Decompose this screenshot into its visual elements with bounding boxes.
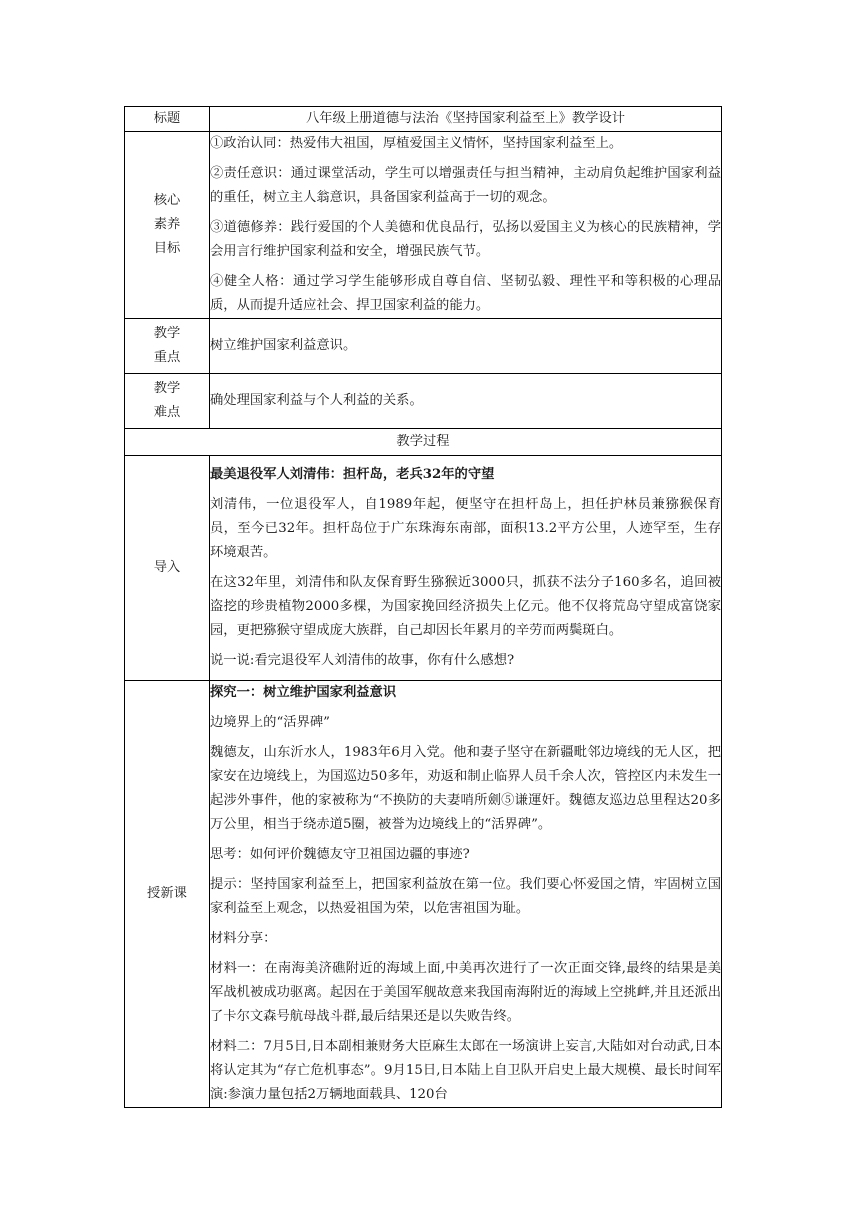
new-lesson-paragraph: 魏德友，山东沂水人，1983年6月入党。他和妻子坚守在新疆毗邻边境线的无人区，把家安在边境线上，为国巡边50多年，劝返和制止临界人员千余人次，管控区内未发生一起涉外事件，他的家被称为“不换防的夫妻哨所劍⑤谦運奸。魏德友巡边总里程达20多万公里，相当于绕赤道5圈，被誉为边境线上的“活界碑”。 xyxy=(210,745,721,832)
difficulty-value: 确处理国家利益与个人利益的关系。 xyxy=(210,374,722,429)
key-label-line: 重点 xyxy=(153,350,181,365)
difficulty-label xyxy=(125,374,210,429)
intro-paragraph: 说一说:看完退役军人刘清伟的故事，你有什么感想? xyxy=(210,653,515,668)
core-label-line: 核心 xyxy=(153,193,181,208)
intro-heading: 最美退役军人刘清伟：担杆岛，老兵32年的守望 xyxy=(210,467,495,482)
core-item: ④健全人格：通过学习学生能够形成自尊自信、坚韧弘毅、理性平和等积极的心理品质，从而提升适应社会、捍卫国家利益的能力。 xyxy=(210,274,721,313)
new-lesson-paragraph: 材料一：在南海美济礁附近的海域上面,中美再次进行了一次正面交锋,最终的结果是美军战机被成功驱离。起因在于美国军舰故意来我国南海附近的海域上空挑衅,并且还派出了卡尔文森号航母战斗群,最后结果还是以失败告终。 xyxy=(210,961,721,1024)
core-item: ②责任意识：通过课堂活动，学生可以增强责任与担当精神，主动肩负起维护国家利益的重任，树立主人翁意识，具备国家利益高于一切的观念。 xyxy=(210,166,721,205)
intro-row xyxy=(125,456,722,681)
core-literacy-content xyxy=(210,132,722,319)
intro-paragraph: 刘清伟，一位退役军人，自1989年起，便坚守在担杆岛上，担任护林员兼猕猴保育员，至今已32年。担杆岛位于广东珠海东南部，面积13.2平方公里，人迹罕至，生存环境艰苦。 xyxy=(210,497,721,560)
new-lesson-paragraph: 材料分享： xyxy=(210,931,277,946)
process-header-row xyxy=(125,429,722,456)
core-literacy-label xyxy=(125,132,210,319)
new-lesson-paragraph: 提示：坚持国家利益至上，把国家利益放在第一位。我们要心怀爱国之情，牢固树立国家利益至上观念，以热爱祖国为荣，以危害祖国为耻。 xyxy=(210,877,721,916)
difficulty-label-line: 教学 xyxy=(153,381,181,396)
new-lesson-label: 授新课 xyxy=(147,886,187,901)
core-literacy-row xyxy=(125,132,722,319)
core-label-line: 目标 xyxy=(153,241,181,256)
new-lesson-paragraph: 思考：如何评价魏德友守卫祖国边疆的事迹? xyxy=(210,847,470,862)
new-lesson-label-cell xyxy=(125,681,210,1108)
new-lesson-paragraph: 材料二：7月5日,日本副相兼财务大臣麻生太郎在一场演讲上妄言,大陆如对台动武,日本将认定其为“存亡危机事态”。9月15日,日本陆上自卫队开启史上最大规模、最长时间军演:参演力量包括2万辆地面载具、120台 xyxy=(210,1039,721,1102)
core-label-line: 素养 xyxy=(153,217,181,232)
title-label: 标题 xyxy=(125,107,210,132)
key-label-line: 教学 xyxy=(153,326,181,341)
new-lesson-row xyxy=(125,681,722,1108)
core-item: ①政治认同：热爱伟大祖国，厚植爱国主义情怀，坚持国家利益至上。 xyxy=(210,136,623,151)
difficulty-label-line: 难点 xyxy=(153,405,181,420)
key-point-row xyxy=(125,319,722,374)
difficulty-row xyxy=(125,374,722,429)
title-row xyxy=(125,107,722,132)
intro-label: 导入 xyxy=(125,456,210,681)
lesson-plan-table xyxy=(124,106,722,1108)
intro-paragraph: 在这32年里，刘清伟和队友保育野生猕猴近3000只，抓获不法分子160多名，追回被盗挖的珍贵植物2000多棵，为国家挽回经济损失上亿元。他不仅将荒岛守望成富饶家园，更把猕猴守望成庞大族群，自己却因长年累月的辛劳而两鬓斑白。 xyxy=(210,575,721,638)
key-point-value: 树立维护国家利益意识。 xyxy=(210,319,722,374)
process-header: 教学过程 xyxy=(125,429,722,456)
core-item: ③道德修养：践行爱国的个人美德和优良品行，弘扬以爱国主义为核心的民族精神，学会用言行维护国家利益和安全，增强民族气节。 xyxy=(210,220,721,259)
new-lesson-content xyxy=(210,681,722,1108)
title-value: 八年级上册道德与法治《坚持国家利益至上》教学设计 xyxy=(210,107,722,132)
new-lesson-heading: 探究一：树立维护国家利益意识 xyxy=(210,685,397,700)
new-lesson-paragraph: 边境界上的“活界碑” xyxy=(210,715,330,730)
intro-content xyxy=(210,456,722,681)
key-point-label xyxy=(125,319,210,374)
